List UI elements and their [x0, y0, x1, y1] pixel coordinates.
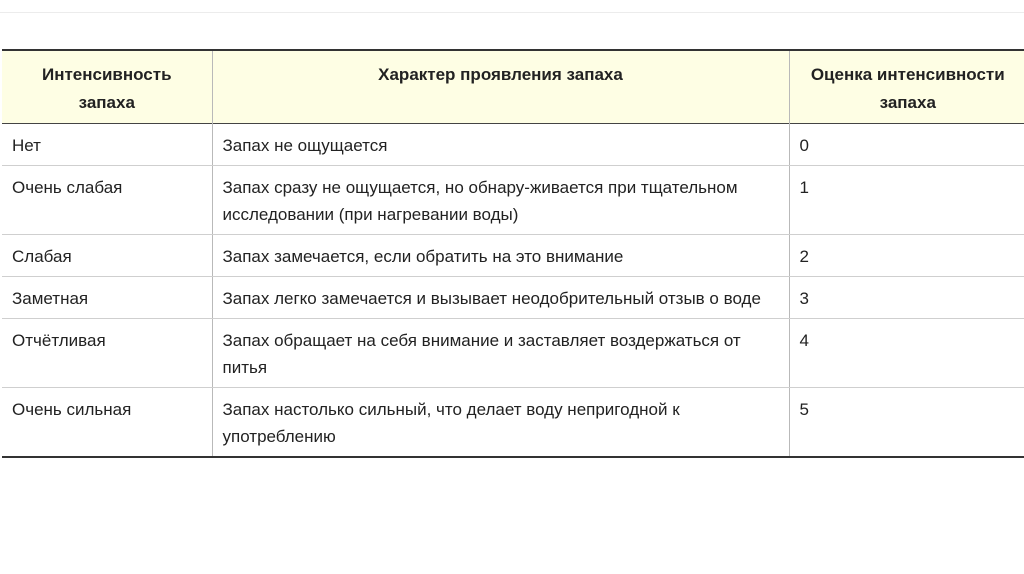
table-row — [2, 277, 1024, 319]
top-divider — [0, 12, 1024, 13]
header-intensity: Интенсивность запаха — [2, 50, 212, 124]
cell-description: Запах замечается, если обратить на это внимание — [212, 235, 789, 277]
header-score: Оценка интенсивности запаха — [810, 65, 1005, 112]
table-row — [2, 235, 1024, 277]
cell-intensity: Отчётливая — [2, 319, 212, 388]
cell-intensity: Очень сильная — [2, 388, 212, 458]
cell-score: 3 — [789, 277, 1024, 319]
cell-score: 0 — [789, 124, 1024, 166]
cell-score: 4 — [789, 319, 1024, 388]
cell-score: 5 — [789, 388, 1024, 458]
cell-intensity: Слабая — [2, 235, 212, 277]
header-description: Характер проявления запаха — [212, 50, 789, 124]
table-row — [2, 388, 1024, 458]
cell-description: Запах обращает на себя внимание и заставляет воздержаться от питья — [212, 319, 789, 388]
table-row — [2, 319, 1024, 388]
cell-description: Запах настолько сильный, что делает воду непригодной к употреблению — [212, 388, 789, 458]
cell-intensity: Заметная — [2, 277, 212, 319]
cell-description: Запах легко замечается и вызывает неодобрительный отзыв о воде — [212, 277, 789, 319]
cell-score: 2 — [789, 235, 1024, 277]
cell-description: Запах не ощущается — [212, 124, 789, 166]
table-row — [2, 166, 1024, 235]
cell-intensity: Очень слабая — [2, 166, 212, 235]
cell-score: 1 — [789, 166, 1024, 235]
table-header-row — [2, 50, 1024, 124]
cell-intensity: Нет — [2, 124, 212, 166]
table-row — [2, 124, 1024, 166]
odor-intensity-table — [2, 49, 1024, 458]
cell-description: Запах сразу не ощущается, но обнару-живается при тщательном исследовании (при нагревании воды) — [212, 166, 789, 235]
